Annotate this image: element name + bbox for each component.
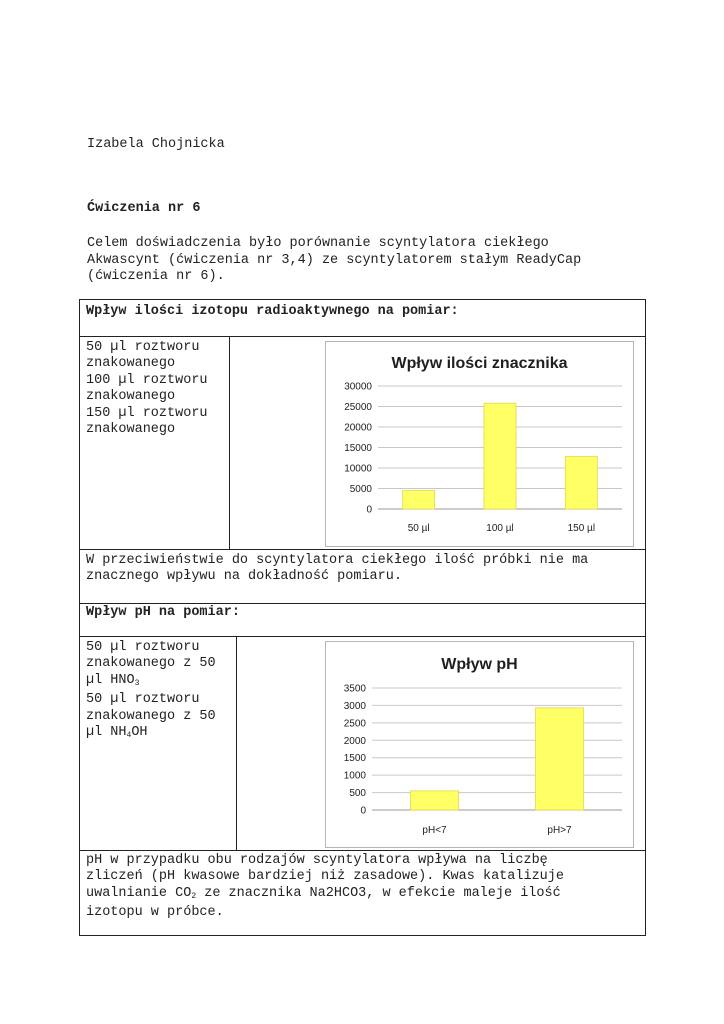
sample-line: 50 µl roztworu — [86, 640, 200, 655]
section2-title: Wpływ pH na pomiar: — [86, 605, 240, 620]
sample-line: znakowanego — [86, 422, 176, 438]
y-tick-label: 5000 — [349, 484, 372, 495]
chart-title: Wpływ ilości znacznika — [391, 355, 568, 372]
y-tick-label: 1500 — [343, 753, 366, 765]
conclusion-line: zliczeń (pH kwasowe bardziej niż zasadowe). Kwas katalizuje — [86, 869, 564, 885]
exercise-heading: Ćwiczenia nr 6 — [87, 201, 201, 216]
sample-line — [86, 725, 216, 744]
row-divider — [79, 636, 646, 637]
chart-isotope-amount — [325, 341, 634, 547]
y-tick-label: 20000 — [344, 422, 372, 434]
conclusion-line: pH w przypadku obu rodzajów scyntylatora wpływa na liczbę — [86, 853, 548, 868]
sample-line: znakowanego z 50 — [86, 708, 216, 724]
sample-text: µl HNO — [86, 672, 135, 688]
chart-ph-svg — [326, 642, 633, 847]
row-divider — [79, 549, 646, 550]
sample-line: znakowanego z 50 — [86, 656, 216, 672]
bar — [536, 708, 584, 810]
chart-ph — [325, 641, 634, 848]
column-divider — [236, 636, 237, 850]
y-tick-label: 2500 — [343, 718, 366, 730]
x-tick-label: pH>7 — [547, 825, 572, 836]
y-tick-label: 0 — [366, 504, 372, 516]
y-tick-label: 3000 — [343, 700, 366, 712]
y-tick-label: 25000 — [344, 402, 372, 413]
sample-line: 150 µl roztworu — [86, 405, 208, 421]
intro-paragraph — [87, 236, 647, 286]
y-tick-label: 30000 — [344, 381, 372, 393]
x-tick-label: 50 µl — [407, 523, 430, 534]
section2-conclusion — [86, 853, 564, 922]
subscript: 2 — [191, 891, 197, 901]
conclusion-line: W przeciwieństwie do scyntylatora ciekłego ilość próbki nie ma — [86, 553, 589, 568]
bar — [403, 491, 435, 509]
bar — [565, 457, 597, 509]
chart-isotope-amount-svg — [326, 342, 633, 546]
sample-line — [86, 673, 216, 692]
intro-line: Celem doświadczenia było porównanie scyntylatora ciekłego — [87, 236, 549, 251]
sample-line: znakowanego — [86, 356, 176, 372]
conclusion-line — [86, 886, 564, 905]
sample-line: 50 µl roztworu — [86, 692, 200, 708]
row-divider — [79, 336, 646, 337]
row-divider — [79, 850, 646, 851]
author-name: Izabela Chojnicka — [87, 137, 225, 152]
x-tick-label: 150 µl — [567, 523, 596, 534]
conclusion-text: uwalnianie CO — [86, 885, 192, 901]
subscript: 3 — [134, 678, 140, 688]
y-tick-label: 10000 — [344, 463, 372, 475]
sample-line: 50 µl roztworu — [86, 340, 200, 355]
section1-title: Wpływ ilości izotopu radioaktywnego na pomiar: — [86, 304, 459, 319]
y-tick-label: 0 — [360, 805, 366, 817]
bar — [484, 403, 516, 509]
row-divider — [79, 603, 646, 604]
sample-text: µl NH — [86, 725, 127, 741]
conclusion-text: ze znacznika Na2HCO3, w efekcie maleje ilość — [196, 885, 561, 901]
y-tick-label: 3500 — [343, 683, 366, 695]
y-tick-label: 1000 — [343, 770, 366, 782]
x-tick-label: 100 µl — [486, 523, 514, 534]
section2-samples — [86, 640, 216, 744]
chart-title: Wpływ pH — [441, 656, 518, 673]
column-divider — [229, 336, 230, 549]
intro-line: Akwascynt (ćwiczenia nr 3,4) ze scyntylatorem stałym ReadyCap — [87, 252, 582, 268]
sample-text: OH — [131, 725, 148, 741]
x-tick-label: pH<7 — [422, 825, 447, 836]
y-tick-label: 15000 — [344, 443, 372, 454]
bar — [411, 791, 459, 810]
y-tick-label: 2000 — [343, 735, 366, 747]
conclusion-line: izotopu w próbce. — [86, 905, 224, 921]
y-tick-label: 500 — [349, 788, 366, 800]
sample-line: znakowanego — [86, 389, 176, 405]
subscript: 4 — [126, 731, 132, 741]
section1-samples — [86, 340, 208, 438]
section1-conclusion — [86, 553, 588, 586]
intro-line: (ćwiczenia nr 6). — [87, 269, 225, 284]
conclusion-line: znacznego wpływu na dokładność pomiaru. — [86, 569, 402, 585]
sample-line: 100 µl roztworu — [86, 372, 208, 388]
